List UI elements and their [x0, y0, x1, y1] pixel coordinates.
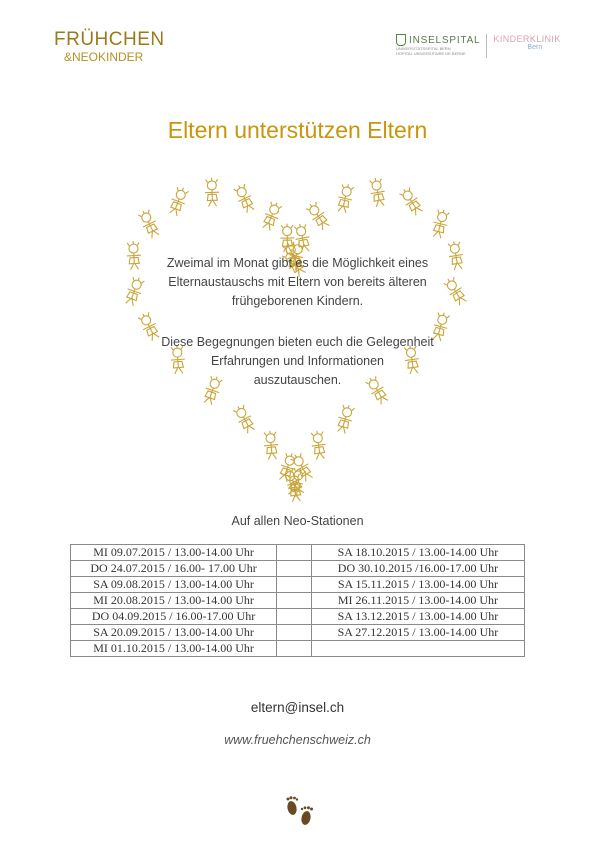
website-link[interactable]: www.fruehchenschweiz.ch	[224, 733, 371, 747]
child-figure	[304, 200, 332, 231]
date-cell: DO 04.09.2015 / 16.00-17.00 Uhr	[71, 609, 277, 625]
child-figure	[310, 430, 327, 460]
kinderklinik-city: Bern	[527, 44, 543, 51]
spacer-cell	[277, 545, 312, 561]
spacer-cell	[277, 593, 312, 609]
stations-label: Auf allen Neo-Stationen	[231, 514, 364, 528]
date-cell: DO 24.07.2015 / 16.00- 17.00 Uhr	[71, 561, 277, 577]
spacer-cell	[277, 625, 312, 641]
child-figure	[335, 183, 355, 214]
spacer-cell	[277, 561, 312, 577]
baby-feet-icon	[282, 795, 318, 829]
intro-line-1: Zweimal im Monat gibt es die Möglichkeit eines	[166, 256, 429, 270]
exchange-line-3: auszutauschen.	[253, 373, 342, 387]
logo-divider	[486, 34, 487, 58]
table-row	[71, 641, 525, 657]
child-figure	[263, 430, 279, 460]
child-figure	[368, 177, 387, 207]
kinderklinik-logo	[493, 34, 560, 51]
insel-logo-block	[396, 34, 480, 56]
contact-email[interactable]: eltern@insel.ch	[250, 700, 345, 715]
spacer-cell	[277, 641, 312, 657]
child-figure	[280, 466, 306, 498]
date-cell: MI 20.08.2015 / 13.00-14.00 Uhr	[71, 593, 277, 609]
intro-line-2: Elternaustauschs mit Eltern von bereits älteren	[168, 275, 427, 289]
child-figure	[137, 208, 162, 240]
child-figure	[260, 200, 284, 232]
table-row	[71, 609, 525, 625]
date-cell: SA 18.10.2015 / 13.00-14.00 Uhr	[311, 545, 524, 561]
kinderklinik-name: KINDERKLINIK	[493, 34, 561, 44]
table-row	[71, 545, 525, 561]
child-figure	[232, 403, 258, 435]
child-figure	[398, 185, 425, 217]
child-figure	[280, 223, 294, 252]
date-cell: SA 27.12.2015 / 13.00-14.00 Uhr	[311, 625, 524, 641]
exchange-line-2: Erfahrungen und Informationen	[210, 354, 385, 368]
date-cell: SA 09.08.2015 / 13.00-14.00 Uhr	[71, 577, 277, 593]
exchange-line-1: Diese Begegnungen bieten euch die Gelegenheit	[161, 335, 434, 349]
table-row	[71, 625, 525, 641]
insel-sub-2: HOPITAL UNIVERSITAIRE DE BERNE	[396, 51, 466, 56]
child-figure	[167, 185, 190, 217]
table-row	[71, 577, 525, 593]
logo-text-neokinder: &NEOKINDER	[64, 50, 144, 64]
insel-sub-1: UNIVERSITÄTSSPITAL BERN	[396, 46, 451, 51]
date-cell: SA 13.12.2015 / 13.00-14.00 Uhr	[311, 609, 524, 625]
dates-table	[70, 544, 525, 657]
intro-line-3: frühgeborenen Kindern.	[231, 294, 364, 308]
table-row	[71, 561, 525, 577]
date-cell: SA 20.09.2015 / 13.00-14.00 Uhr	[71, 625, 277, 641]
logo-text-fruehchen: FRÜHCHEN	[54, 29, 165, 50]
insel-name: INSELSPITAL	[409, 34, 481, 46]
date-cell: MI 09.07.2015 / 13.00-14.00 Uhr	[71, 545, 277, 561]
child-figure	[430, 208, 450, 239]
child-figure	[205, 178, 220, 207]
fruehchen-logo	[54, 29, 165, 70]
date-cell: MI 01.10.2015 / 13.00-14.00 Uhr	[71, 641, 277, 657]
inselspital-logo	[396, 34, 561, 62]
spacer-cell	[277, 609, 312, 625]
child-figure	[335, 403, 356, 434]
child-figure	[232, 182, 257, 214]
intro-paragraph	[140, 254, 455, 311]
insel-shield-icon	[396, 34, 406, 46]
page-title: Eltern unterstützen Eltern	[167, 117, 428, 143]
date-cell: DO 30.10.2015 /16.00-17.00 Uhr	[311, 561, 524, 577]
exchange-paragraph	[140, 333, 455, 390]
date-cell	[311, 641, 524, 657]
date-cell: MI 26.11.2015 / 13.00-14.00 Uhr	[311, 593, 524, 609]
date-cell: SA 15.11.2015 / 13.00-14.00 Uhr	[311, 577, 524, 593]
table-row	[71, 593, 525, 609]
spacer-cell	[277, 577, 312, 593]
child-figure	[293, 223, 312, 254]
